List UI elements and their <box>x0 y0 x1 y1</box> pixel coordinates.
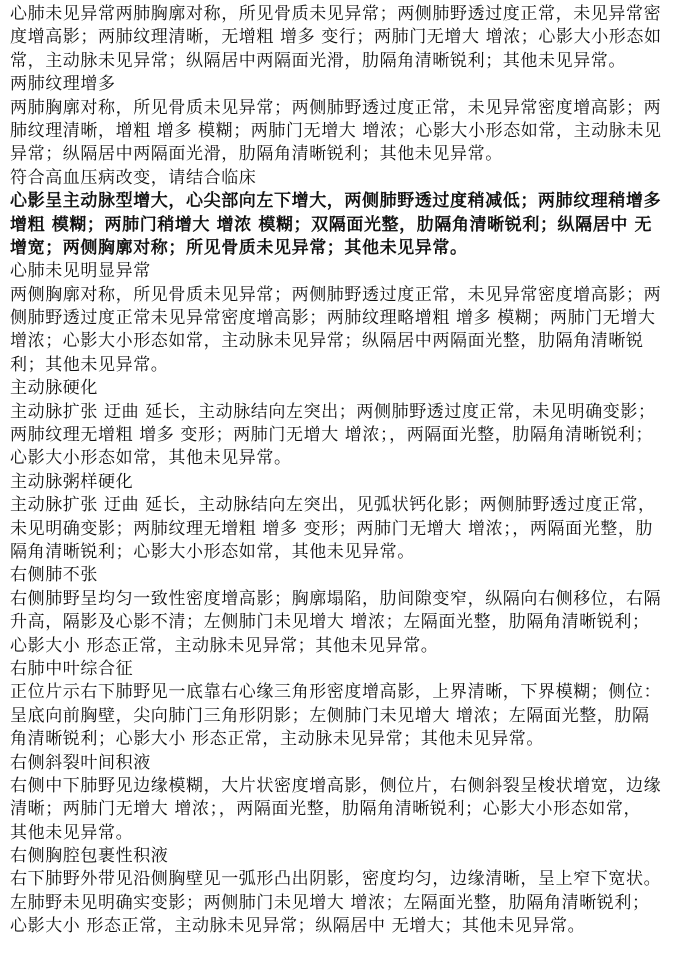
report-section <box>10 167 697 261</box>
section-heading: 主动脉硬化 <box>10 378 98 399</box>
body-line: 两侧胸廓对称，所见骨质未见异常；两侧肺野透过度正常，未见异常密度增高影；两 <box>10 284 662 305</box>
section-body <box>10 681 697 751</box>
body-line: 心影大小 形态正常，主动脉未见异常；其他未见异常。 <box>10 635 439 656</box>
section-body <box>10 401 697 471</box>
body-line: 其他未见异常。 <box>10 822 134 843</box>
body-line: 度增高影；两肺纹理清晰，无增粗 增多 变行；两肺门无增大 增浓；心影大小形态如 <box>10 27 662 48</box>
body-line: 两肺胸廓对称，所见骨质未见异常；两侧肺野透过度正常，未见异常密度增高影；两 <box>10 97 662 118</box>
body-line: 利；其他未见异常。 <box>10 354 169 375</box>
section-heading: 右侧胸腔包裹性积液 <box>10 846 169 867</box>
section-heading: 两肺纹理增多 <box>10 74 116 95</box>
body-line: 未见明确变影；两肺纹理无增粗 增多 变形；两肺门无增大 增浓；，两隔面光整，肋 <box>10 518 654 539</box>
body-line: 心影大小 形态正常，主动脉未见异常；纵隔居中 无增大；其他未见异常。 <box>10 916 586 937</box>
body-line: 左肺野未见明确实变影；两侧肺门未见增大 增浓；左隔面光整，肋隔角清晰锐利； <box>10 892 650 913</box>
section-heading: 右侧肺不张 <box>10 565 98 586</box>
body-line: 异常；纵隔居中两隔面光滑，肋隔角清晰锐利；其他未见异常。 <box>10 144 503 165</box>
report-section <box>10 73 697 167</box>
body-line: 增宽；两侧胸廓对称；所见骨质未见异常；其他未见异常。 <box>10 237 468 258</box>
body-line: 心肺未见异常两肺胸廓对称，所见骨质未见异常；两侧肺野透过度正常，未见异常密 <box>10 4 662 24</box>
section-heading: 符合高血压病改变，请结合临床 <box>10 167 257 188</box>
report-section <box>10 564 697 658</box>
report-section <box>10 260 697 377</box>
report-section <box>10 752 697 846</box>
body-line: 清晰；两肺门无增大 增浓；，两隔面光整，肋隔角清晰锐利；心影大小形态如常， <box>10 799 642 820</box>
report-section <box>10 377 697 471</box>
body-line: 两肺纹理无增粗 增多 变形；两肺门无增大 增浓；，两隔面光整，肋隔角清晰锐利； <box>10 425 654 446</box>
body-line: 常，主动脉未见异常；纵隔居中两隔面光滑，肋隔角清晰锐利；其他未见异常。 <box>10 50 626 71</box>
section-body <box>10 190 697 260</box>
section-heading: 主动脉粥样硬化 <box>10 471 134 492</box>
section-body <box>10 494 697 564</box>
section-body <box>10 775 697 845</box>
body-line: 增浓；心影大小形态如常，主动脉未见异常；纵隔居中两隔面光整，肋隔角清晰锐 <box>10 331 644 352</box>
body-line: 右下肺野外带见沿侧胸壁见一弧形凸出阴影，密度均匀，边缘清晰，呈上窄下宽状。 <box>10 869 662 890</box>
section-body <box>10 868 697 938</box>
section-heading: 右侧斜裂叶间积液 <box>10 752 151 773</box>
section-heading: 心肺未见明显异常 <box>10 261 151 282</box>
section-heading: 右肺中叶综合征 <box>10 658 134 679</box>
body-line: 主动脉扩张 迂曲 延长，主动脉结向左突出，见弧状钙化影；两侧肺野透过度正常， <box>10 495 656 516</box>
report-section <box>10 658 697 752</box>
body-line: 右侧中下肺野见边缘模糊，大片状密度增高影，侧位片，右侧斜裂呈梭状增宽，边缘 <box>10 775 662 796</box>
report-section <box>10 471 697 565</box>
section-body <box>10 284 697 378</box>
body-line: 侧肺野透过度正常未见异常密度增高影；两肺纹理略增粗 增多 模糊；两肺门无增大 <box>10 308 656 329</box>
body-line: 角清晰锐利；心影大小 形态正常，主动脉未见异常；其他未见异常。 <box>10 729 545 750</box>
body-line: 升高，隔影及心影不清；左侧肺门未见增大 增浓；左隔面光整，肋隔角清晰锐利； <box>10 612 650 633</box>
body-line: 正位片示右下肺野见一底靠右心缘三角形密度增高影，上界清晰，下界模糊；侧位： <box>10 682 662 703</box>
section-body <box>10 3 697 73</box>
section-body <box>10 588 697 658</box>
body-line: 主动脉扩张 迂曲 延长，主动脉结向左突出；两侧肺野透过度正常，未见明确变影； <box>10 401 656 422</box>
body-line: 呈底向前胸壁，尖向肺门三角形阴影；左侧肺门未见增大 增浓；左隔面光整，肋隔 <box>10 705 650 726</box>
body-line: 隔角清晰锐利；心影大小形态如常，其他未见异常。 <box>10 541 415 562</box>
body-line: 肺纹理清晰，增粗 增多 模糊；两肺门无增大 增浓；心影大小形态如常，主动脉未见 <box>10 120 662 141</box>
report-section <box>10 3 697 73</box>
body-line: 心影呈主动脉型增大，心尖部向左下增大，两侧肺野透过度稍减低；两肺纹理稍增多 <box>10 191 662 212</box>
body-line: 心影大小形态如常，其他未见异常。 <box>10 448 292 469</box>
body-line: 增粗 模糊；两肺门稍增大 增浓 模糊；双隔面光整，肋隔角清晰锐利；纵隔居中 无 <box>10 214 653 235</box>
body-line: 右侧肺野呈均匀一致性密度增高影；胸廓塌陷，肋间隙变窄，纵隔向右侧移位，右隔 <box>10 588 662 609</box>
report-section <box>10 845 697 939</box>
section-body <box>10 97 697 167</box>
